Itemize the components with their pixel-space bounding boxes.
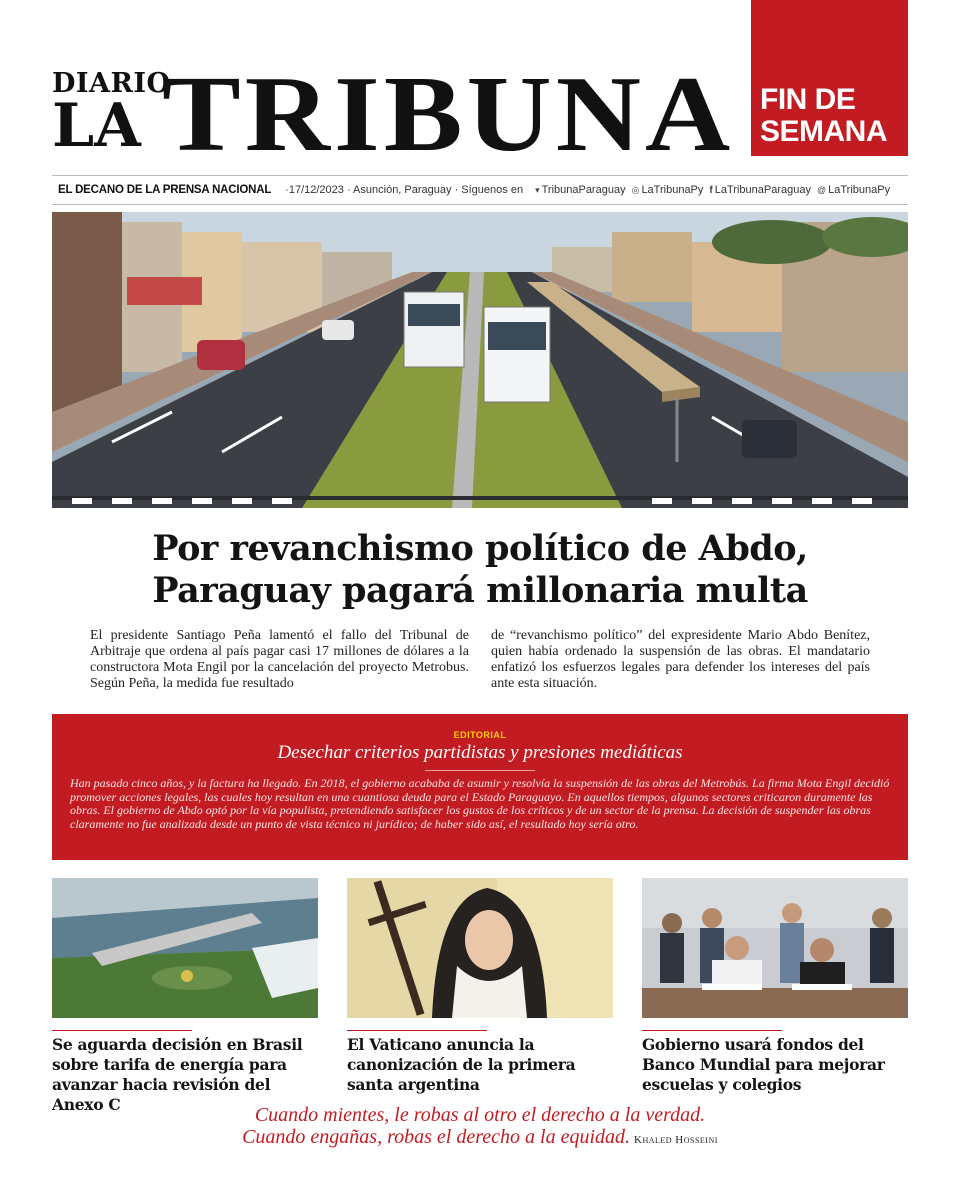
headline-line-1: Por revanchismo político de Abdo, [152,528,808,569]
facebook-handle: LaTribunaParaguay [714,184,811,196]
lead-column-1: El presidente Santiago Peña lamentó el fallo del Tribunal de Arbitraje que ordena al país pagar casi 17 millones de dólares a la constructora Mota Engil por la cancelación del proyecto Metrobus. Según Peña, la medida fue resultado [90,628,469,691]
weekend-edition-badge [751,0,908,156]
editorial-body: Han pasado cinco años, y la factura ha llegado. En 2018, el gobierno acababa de asumir y resolvía la suspensión de las obras del Metrobús. La firma Mota Engil decidió promover acciones legales, las cuales hoy resultan en una cuantiosa deuda para el Estado Paraguayo. En aquellos tiempos, algunos sectores criticaron duramente las obras. El gobierno de Abdo optó por la vía populista, pretendiendo satisfacer los gustos de los críticos y de un sector de la prensa. La decisión de suspender las obras claramente no fue analizada desde un punto de vista técnico ni jurídico; de haber sido así, el resultado hoy sería otro. [70,776,890,831]
story-card-vaticano[interactable] [347,878,613,1095]
slogan: EL DECANO DE LA PRENSA NACIONAL [58,184,272,196]
quote-line-2: Cuando engañas, robas el derecho a la equidad. [242,1126,630,1148]
story-card-itaipu[interactable] [52,878,318,1115]
brand-diario: DIARIO [52,68,171,99]
closing-quote [52,1104,908,1151]
info-bar [52,175,908,205]
story-title: El Vaticano anuncia la canonización de la primera santa argentina [347,1035,576,1094]
main-headline[interactable] [52,528,908,612]
social-threads[interactable] [817,184,890,196]
social-instagram[interactable] [632,184,704,196]
story-image-saint [347,878,613,1018]
metrobus-illustration [52,212,908,508]
brand-la: LA [52,91,141,161]
social-facebook[interactable] [709,184,811,196]
saint-illustration [347,878,613,1018]
lead-column-2: de “revanchismo político” del expresidente Mario Abdo Benítez, quien había ordenado la suspensión de las obras. El mandatario enfatizó los esfuerzos legales para defender los intereses del país ante esta situación. [491,628,870,691]
editorial-title: Desechar criterios partidistas y presiones mediáticas [277,742,683,763]
story-divider [642,1030,782,1031]
story-card-banco-mundial[interactable] [642,878,908,1095]
date-location: ·17/12/2023 · Asunción, Paraguay · Síguenos en [285,184,524,196]
story-divider [347,1030,487,1031]
social-twitter[interactable] [535,184,626,196]
editorial-divider [425,770,535,771]
story-divider [52,1030,192,1031]
main-story-lead [90,628,870,692]
editorial-label: EDITORIAL [453,730,507,740]
story-image-dam [52,878,318,1018]
instagram-icon: ◎ [631,184,640,195]
brand-tribuna: TRIBUNA [162,53,735,175]
weekend-line-2: SEMANA [760,115,888,148]
facebook-icon: f [709,184,713,196]
editorial-box[interactable] [52,714,908,860]
quote-author: Khaled Hosseini [634,1134,718,1146]
headline-line-2: Paraguay pagará millonaria multa [152,570,808,611]
signing-illustration [642,878,908,1018]
weekend-line-1: FIN DE [760,83,856,116]
threads-icon: @ [816,185,827,195]
story-title: Se aguarda decisión en Brasil sobre tarifa de energía para avanzar hacia revisión del Anexo C [52,1035,303,1114]
story-image-signing [642,878,908,1018]
twitter-handle: TribunaParaguay [541,184,626,196]
hero-image-metrobus [52,212,908,508]
masthead [52,0,908,175]
quote-line-1: Cuando mientes, le robas al otro el derecho a la verdad. [254,1104,706,1126]
twitter-icon: ▾ [535,184,540,195]
story-title: Gobierno usará fondos del Banco Mundial para mejorar escuelas y colegios [642,1035,885,1094]
dam-illustration [52,878,318,1018]
quote-line-2-wrap [52,1126,908,1151]
threads-handle: LaTribunaPy [828,184,891,196]
instagram-handle: LaTribunaPy [641,184,704,196]
